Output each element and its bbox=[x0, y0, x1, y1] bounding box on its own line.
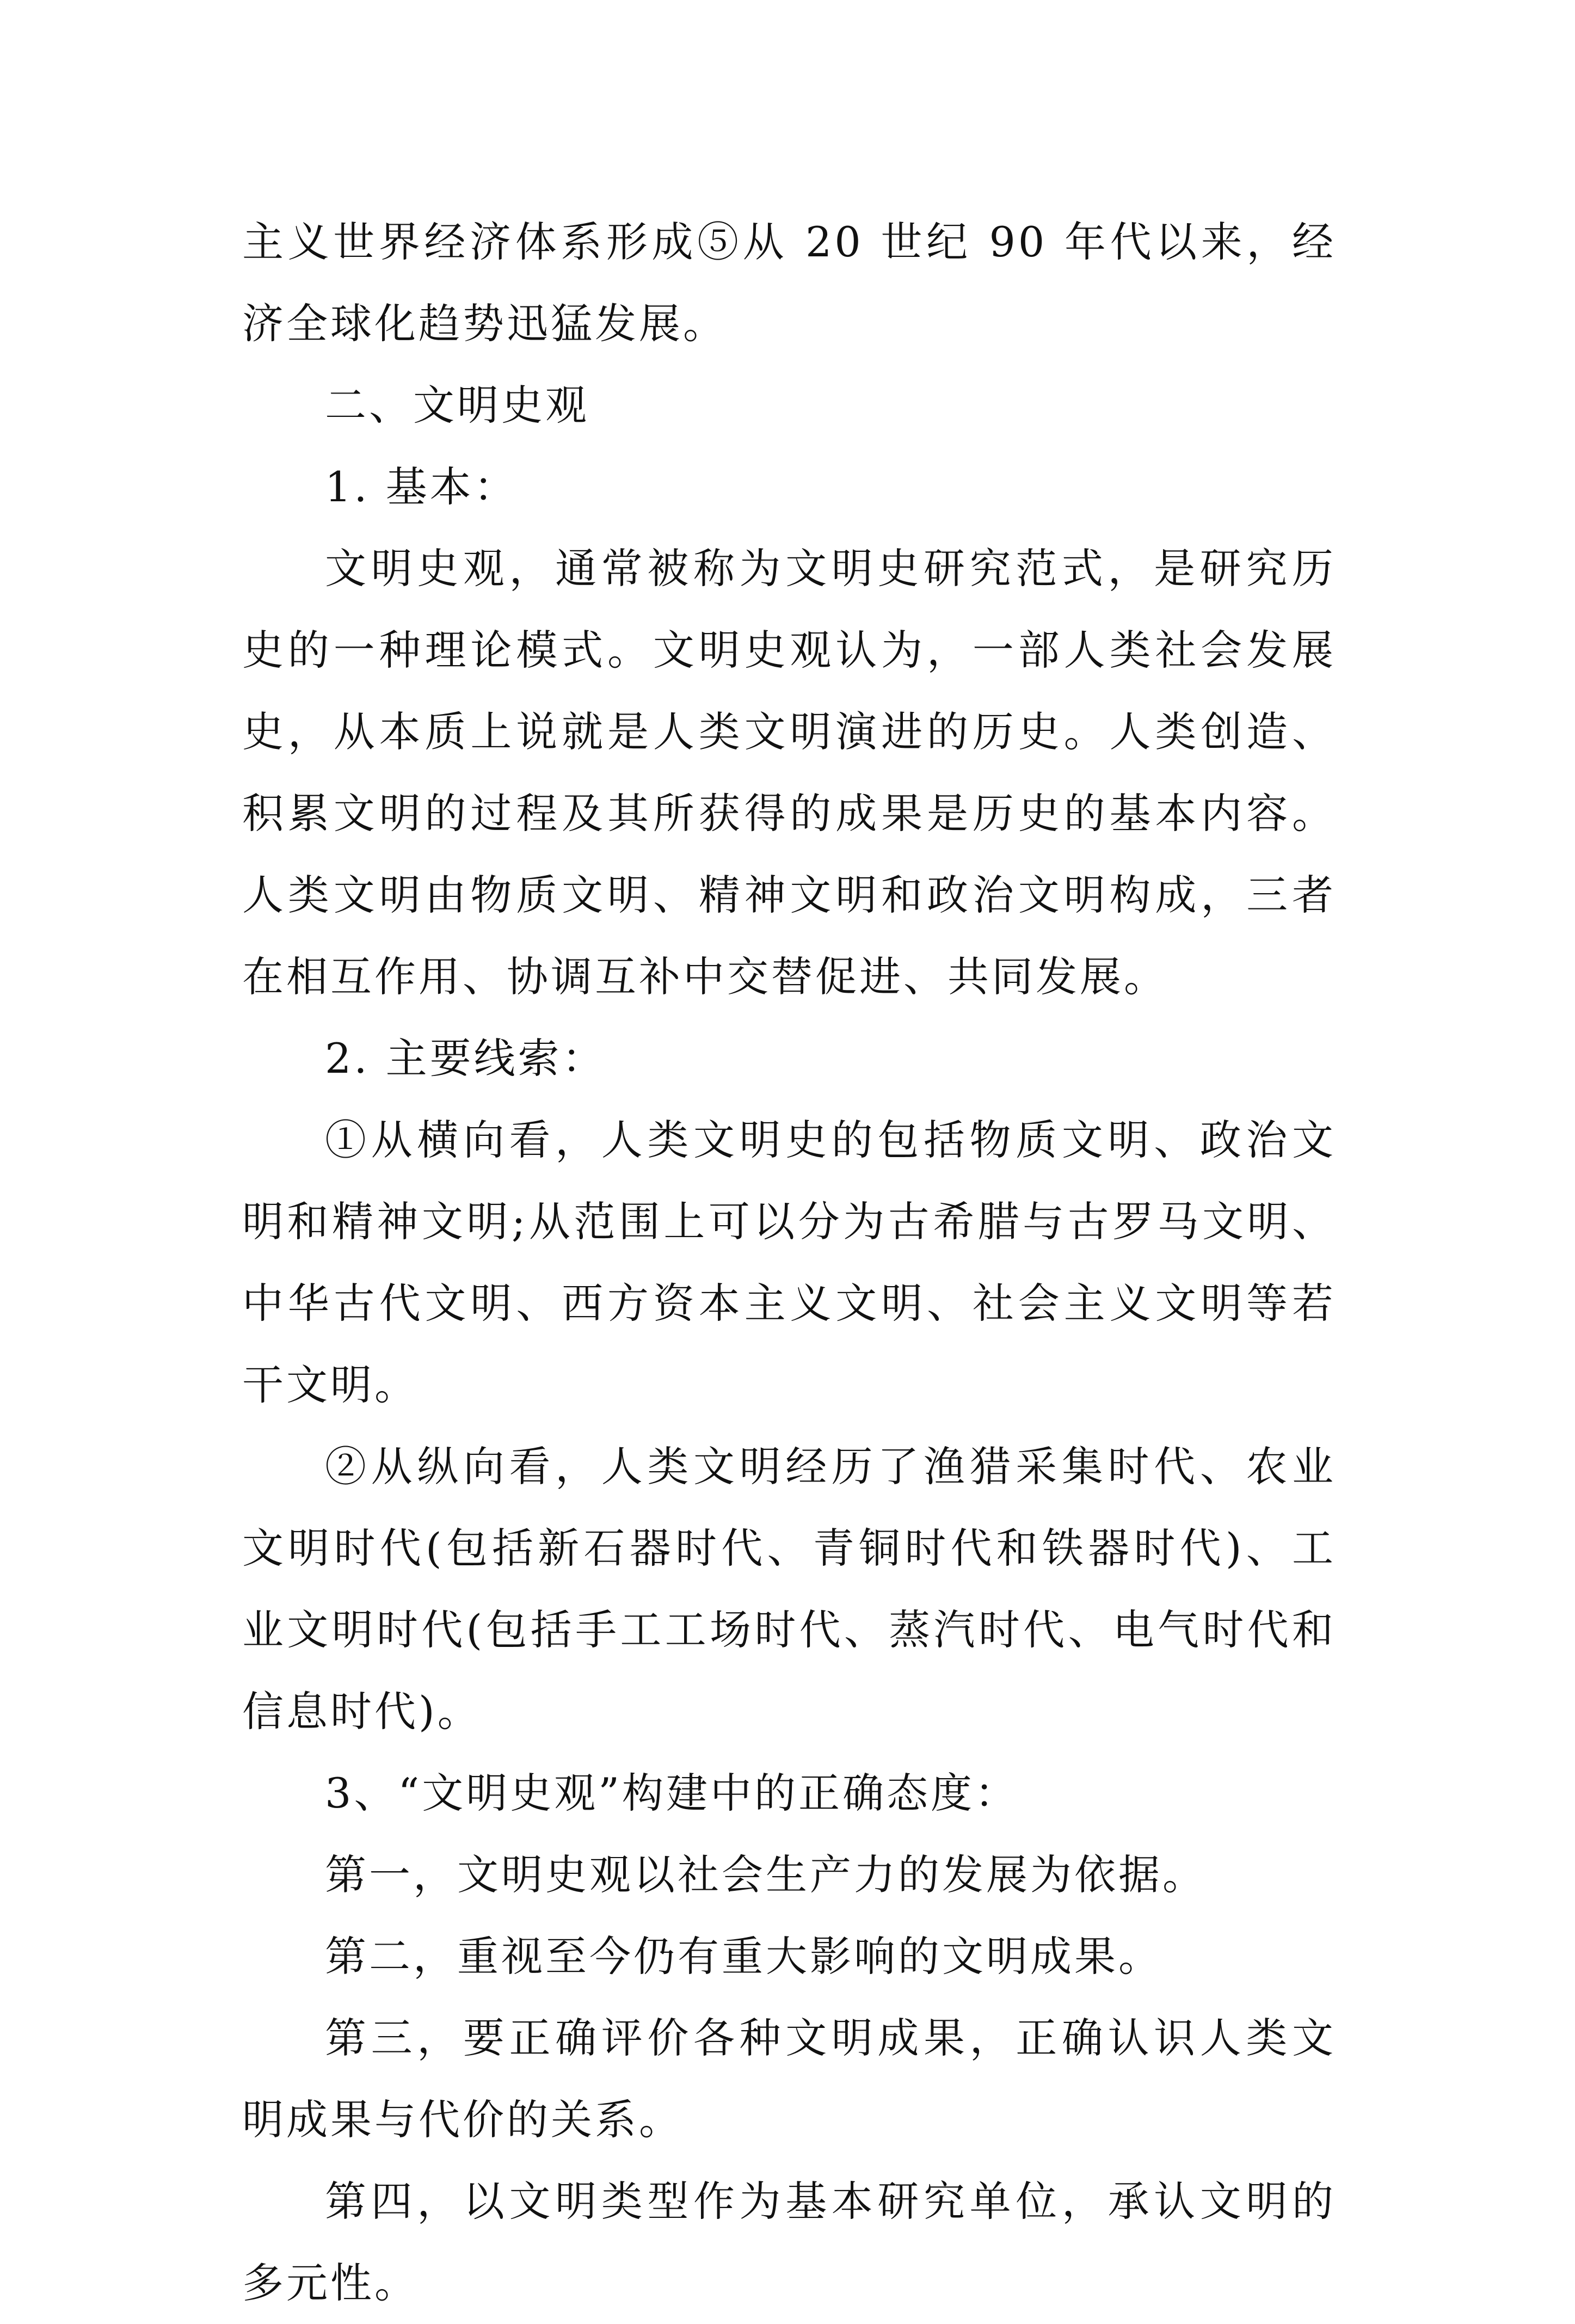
section-heading: 二、文明史观 bbox=[325, 381, 589, 429]
subheading-main-clues: 2. 主要线索： bbox=[325, 1034, 606, 1083]
paragraph-continuation: 主义世界经济体系形成⑤从 20 世纪 90 年代以来，经济全球化趋势迅猛发展。 bbox=[242, 218, 1336, 348]
paragraph-point-three: 第三，要正确评价各种文明成果，正确认识人类文明成果与代价的关系。 bbox=[242, 2014, 1336, 2144]
paragraph-vertical-view: ②从纵向看，人类文明经历了渔猎采集时代、农业文明时代(包括新石器时代、青铜时代和铁器时代)、工业文明时代(包括手工工场时代、蒸汽时代、电气时代和信息时代)。 bbox=[242, 1442, 1336, 1736]
paragraph-point-one: 第一，文明史观以社会生产力的发展为依据。 bbox=[325, 1850, 1207, 1899]
paragraph-point-two: 第二，重视至今仍有重大影响的文明成果。 bbox=[325, 1932, 1162, 1981]
paragraph-point-four: 第四，以文明类型作为基本研究单位，承认文明的多元性。 bbox=[242, 2177, 1336, 2307]
paragraph-horizontal-view: ①从横向看，人类文明史的包括物质文明、政治文明和精神文明;从范围上可以分为古希腊与古罗马文明、中华古代文明、西方资本主义文明、社会主义文明等若干文明。 bbox=[242, 1116, 1336, 1409]
document-body bbox=[242, 201, 1336, 2324]
paragraph-definition: 文明史观，通常被称为文明史研究范式，是研究历史的一种理论模式。文明史观认为，一部人类社会发展史，从本质上说就是人类文明演进的历史。人类创造、积累文明的过程及其所获得的成果是历史的基本内容。人类文明由物质文明、精神文明和政治文明构成，三者在相互作用、协调互补中交替促进、共同发展。 bbox=[242, 544, 1336, 1001]
subheading-correct-attitude: 3、“文明史观”构建中的正确态度： bbox=[325, 1769, 1019, 1817]
subheading-basic: 1. 基本： bbox=[325, 463, 518, 511]
